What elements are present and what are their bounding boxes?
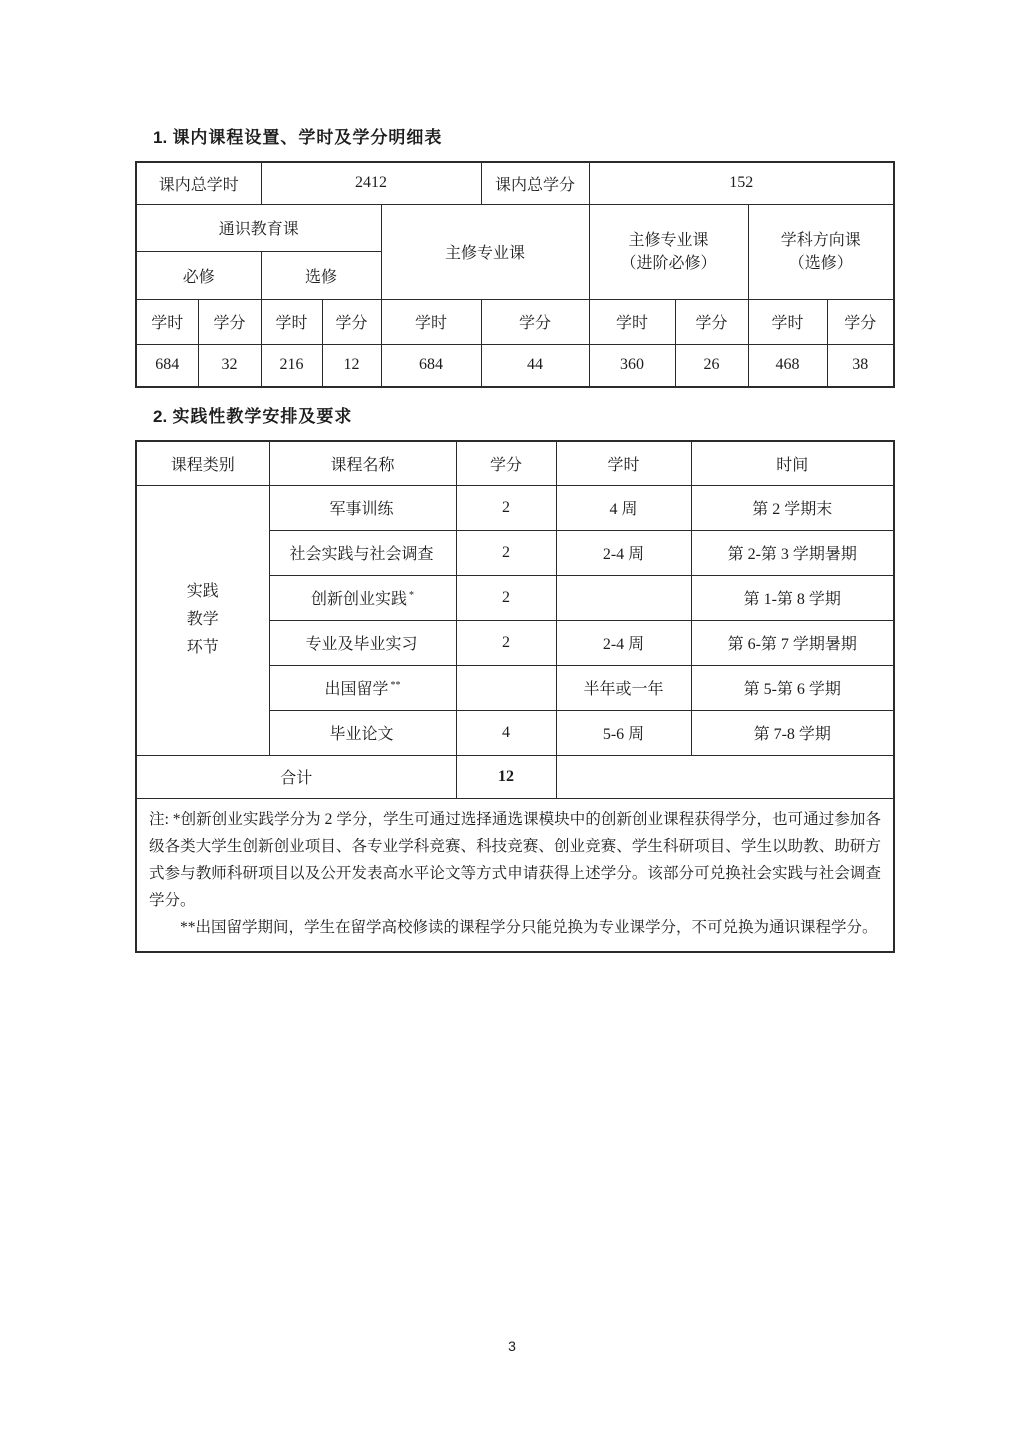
time-cell: 第 7-8 学期 xyxy=(691,710,894,755)
section2-title xyxy=(135,405,893,429)
category-cell xyxy=(136,485,269,755)
header-hours: 学时 xyxy=(556,441,691,485)
credits-label: 学分 xyxy=(322,299,381,344)
course-name-sup xyxy=(434,545,436,556)
credits-cell: 2 xyxy=(456,530,556,575)
note-2: **出国留学期间，学生在留学高校修读的课程学分只能兑换为专业课学分，不可兑换为通识课程学分。 xyxy=(180,918,878,936)
course-name-text: 军事训练 xyxy=(329,501,394,518)
total-credits-label: 课内总学分 xyxy=(481,162,589,204)
hours-label: 学时 xyxy=(136,299,198,344)
table-row xyxy=(136,162,894,204)
value-cell: 12 xyxy=(322,344,381,387)
total-empty-cell xyxy=(556,755,894,798)
hours-cell: 5-6 周 xyxy=(556,710,691,755)
total-row xyxy=(136,755,894,798)
credits-label: 学分 xyxy=(675,299,748,344)
note-1: 注: *创新创业实践学分为 2 学分，学生可通过选择通选课模块中的创新创业课程获得学分，也可通过参加各级各类大学生创新创业项目、各专业学科竞赛、科技竞赛、创业竞赛、学生科研项目、学生以助教、助研方式参与教师科研项目以及公开发表高水平论文等方式申请获得上述学分。该部分可兑换社会实践与社会调查学分。 xyxy=(149,810,881,909)
general-ed-header: 通识教育课 xyxy=(136,204,381,251)
value-cell: 684 xyxy=(381,344,481,387)
course-hours-credits-table xyxy=(135,161,895,388)
discipline-line1: 学科方向课 xyxy=(780,231,861,249)
time-cell: 第 1-第 8 学期 xyxy=(691,575,894,620)
course-name-sup xyxy=(418,635,420,646)
hours-cell: 4 周 xyxy=(556,485,691,530)
header-category: 课程类别 xyxy=(136,441,269,485)
course-name-text: 创新创业实践 xyxy=(310,591,407,608)
header-time: 时间 xyxy=(691,441,894,485)
credits-label: 学分 xyxy=(481,299,589,344)
value-cell: 32 xyxy=(198,344,261,387)
course-name xyxy=(269,575,456,620)
credits-label: 学分 xyxy=(198,299,261,344)
table-row xyxy=(136,485,894,530)
hours-label: 学时 xyxy=(261,299,322,344)
hours-cell xyxy=(556,575,691,620)
course-name-text: 社会实践与社会调查 xyxy=(289,546,434,563)
course-name-sup xyxy=(394,725,396,736)
total-label: 合计 xyxy=(136,755,456,798)
table-row xyxy=(136,344,894,387)
course-name-text: 专业及毕业实习 xyxy=(305,636,418,653)
time-cell: 第 2-第 3 学期暑期 xyxy=(691,530,894,575)
time-cell: 第 2 学期末 xyxy=(691,485,894,530)
course-name xyxy=(269,620,456,665)
value-cell: 216 xyxy=(261,344,322,387)
credits-cell xyxy=(456,665,556,710)
value-cell: 468 xyxy=(748,344,827,387)
credits-cell: 4 xyxy=(456,710,556,755)
elective-header: 选修 xyxy=(261,251,381,299)
practical-teaching-table xyxy=(135,440,895,953)
time-cell: 第 6-第 7 学期暑期 xyxy=(691,620,894,665)
course-name xyxy=(269,485,456,530)
course-name-sup: * xyxy=(409,589,414,601)
course-name xyxy=(269,710,456,755)
section2-title-number: 2. xyxy=(153,407,168,426)
credits-cell: 2 xyxy=(456,575,556,620)
hours-cell: 2-4 周 xyxy=(556,530,691,575)
discipline-course-header xyxy=(748,204,894,299)
credits-cell: 2 xyxy=(456,485,556,530)
value-cell: 38 xyxy=(827,344,894,387)
category-line1: 实践 xyxy=(186,583,219,600)
hours-label: 学时 xyxy=(381,299,481,344)
total-credits-value: 12 xyxy=(456,755,556,798)
value-cell: 360 xyxy=(589,344,675,387)
value-cell: 44 xyxy=(481,344,589,387)
course-name-sup: ** xyxy=(390,679,401,691)
table-row xyxy=(136,204,894,251)
header-credits: 学分 xyxy=(456,441,556,485)
course-name-sup xyxy=(394,500,396,511)
value-cell: 26 xyxy=(675,344,748,387)
total-hours-label: 课内总学时 xyxy=(136,162,261,204)
discipline-line2: （选修） xyxy=(788,254,853,272)
value-cell: 684 xyxy=(136,344,198,387)
header-course: 课程名称 xyxy=(269,441,456,485)
notes-cell xyxy=(136,798,894,952)
major-advanced-line1: 主修专业课 xyxy=(628,231,709,249)
section1-title xyxy=(135,126,893,150)
hours-label: 学时 xyxy=(748,299,827,344)
course-name xyxy=(269,665,456,710)
table-row xyxy=(136,299,894,344)
section-gap xyxy=(135,388,893,405)
required-header: 必修 xyxy=(136,251,261,299)
hours-label: 学时 xyxy=(589,299,675,344)
course-name-text: 出国留学 xyxy=(324,681,389,698)
notes-row xyxy=(136,798,894,952)
credits-label: 学分 xyxy=(827,299,894,344)
section1-title-text: 课内课程设置、学时及学分明细表 xyxy=(172,128,443,147)
category-line2: 教学 xyxy=(186,611,219,628)
credits-cell: 2 xyxy=(456,620,556,665)
page-number: 3 xyxy=(508,1338,516,1354)
table-header-row xyxy=(136,441,894,485)
category-line3: 环节 xyxy=(186,639,219,656)
major-advanced-line2: （进阶必修） xyxy=(620,254,717,272)
total-credits-value: 152 xyxy=(589,162,894,204)
hours-cell: 半年或一年 xyxy=(556,665,691,710)
page-content xyxy=(135,126,893,953)
section2-title-text: 实践性教学安排及要求 xyxy=(172,407,353,426)
section1-title-number: 1. xyxy=(153,128,168,147)
course-name xyxy=(269,530,456,575)
total-hours-value: 2412 xyxy=(261,162,481,204)
major-course-header: 主修专业课 xyxy=(381,204,589,299)
time-cell: 第 5-第 6 学期 xyxy=(691,665,894,710)
course-name-text: 毕业论文 xyxy=(329,726,394,743)
hours-cell: 2-4 周 xyxy=(556,620,691,665)
major-advanced-header xyxy=(589,204,748,299)
